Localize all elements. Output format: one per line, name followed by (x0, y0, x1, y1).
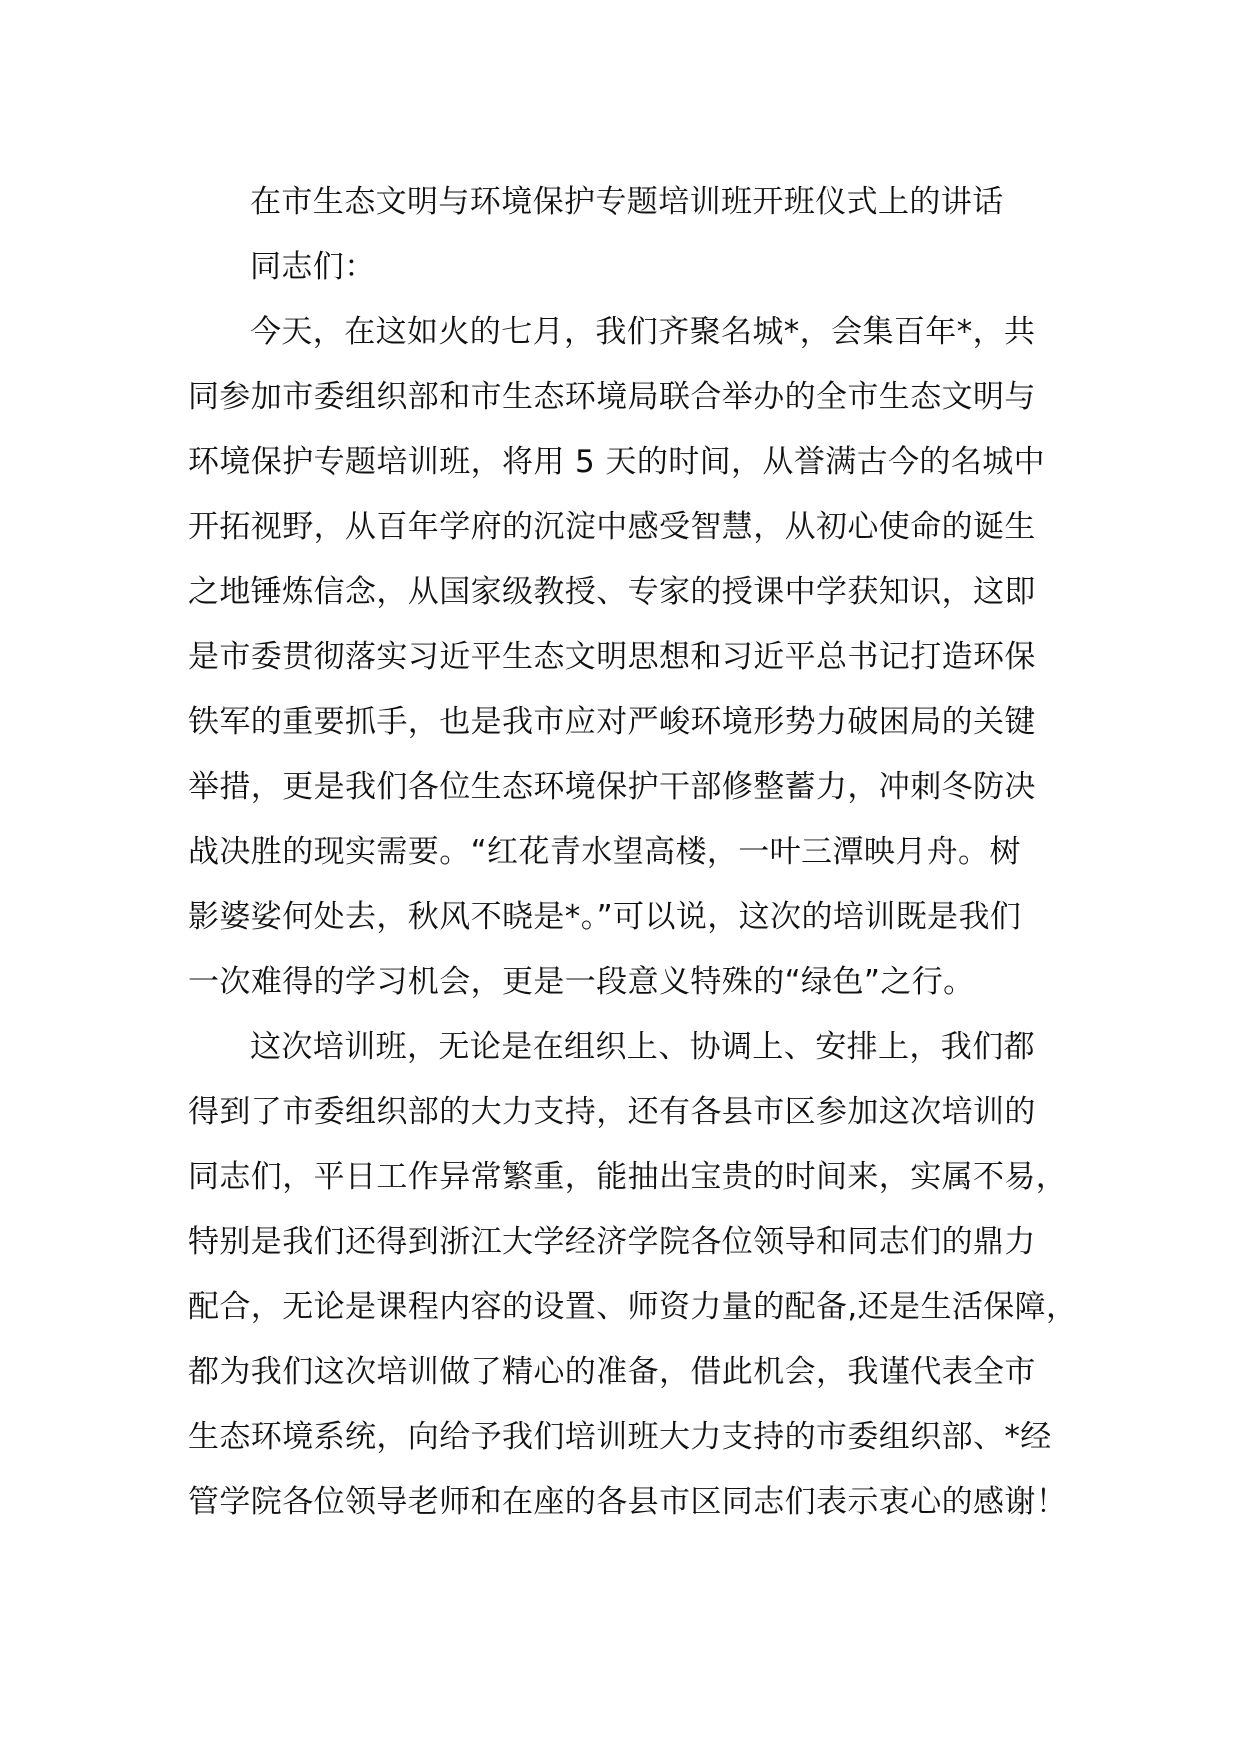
paragraph-line: 一次难得的学习机会，更是一段意义特殊的“绿色”之行。 (188, 964, 975, 1000)
paragraph-line: 同志们，平日工作异常繁重，能抽出宝贵的时间来，实属不易， (188, 1159, 1068, 1195)
paragraph-2 (188, 1015, 1078, 1535)
paragraph-line: 这次培训班，无论是在组织上、协调上、安排上，我们都 (250, 1029, 1035, 1065)
paragraph-line: 战决胜的现实需要。“红花青水望高楼，一叶三潭映月舟。树 (188, 834, 1021, 870)
paragraph-1 (188, 300, 1078, 1015)
greeting-line: 同志们： (250, 249, 376, 285)
paragraph-line: 开拓视野，从百年学府的沉淀中感受智慧，从初心使命的诞生 (188, 509, 1036, 545)
paragraph-line: 之地锤炼信念，从国家级教授、专家的授课中学获知识，这即 (188, 574, 1036, 610)
paragraph-line: 特别是我们还得到浙江大学经济学院各位领导和同志们的鼎力 (188, 1224, 1036, 1260)
paragraph-line: 得到了市委组织部的大力支持，还有各县市区参加这次培训的 (188, 1094, 1036, 1130)
paragraph-line: 影婆娑何处去，秋风不晓是*。”可以说，这次的培训既是我们 (188, 899, 1022, 935)
paragraph-line: 环境保护专题培训班，将用 5 天的时间，从誉满古今的名城中 (188, 444, 1046, 480)
paragraph-line: 管学院各位领导老师和在座的各县市区同志们表示衷心的感谢！ (188, 1484, 1068, 1520)
paragraph-line: 铁军的重要抓手，也是我市应对严峻环境形势力破困局的关键 (188, 704, 1036, 740)
paragraph-line: 是市委贯彻落实习近平生态文明思想和习近平总书记打造环保 (188, 639, 1036, 675)
paragraph-line: 今天，在这如火的七月，我们齐聚名城*，会集百年*，共 (250, 314, 1036, 350)
paragraph-line: 生态环境系统，向给予我们培训班大力支持的市委组织部、*经 (188, 1419, 1052, 1455)
paragraph-line: 举措，更是我们各位生态环境保护干部修整蓄力，冲刺冬防决 (188, 769, 1036, 805)
paragraph-line: 同参加市委组织部和市生态环境局联合举办的全市生态文明与 (188, 379, 1036, 415)
document-title: 在市生态文明与环境保护专题培训班开班仪式上的讲话 (250, 184, 1004, 220)
paragraph-line: 都为我们这次培训做了精心的准备，借此机会，我谨代表全市 (188, 1354, 1036, 1390)
document-body (188, 170, 1078, 1535)
paragraph-line: 配合，无论是课程内容的设置、师资力量的配备,还是生活保障， (188, 1289, 1078, 1325)
